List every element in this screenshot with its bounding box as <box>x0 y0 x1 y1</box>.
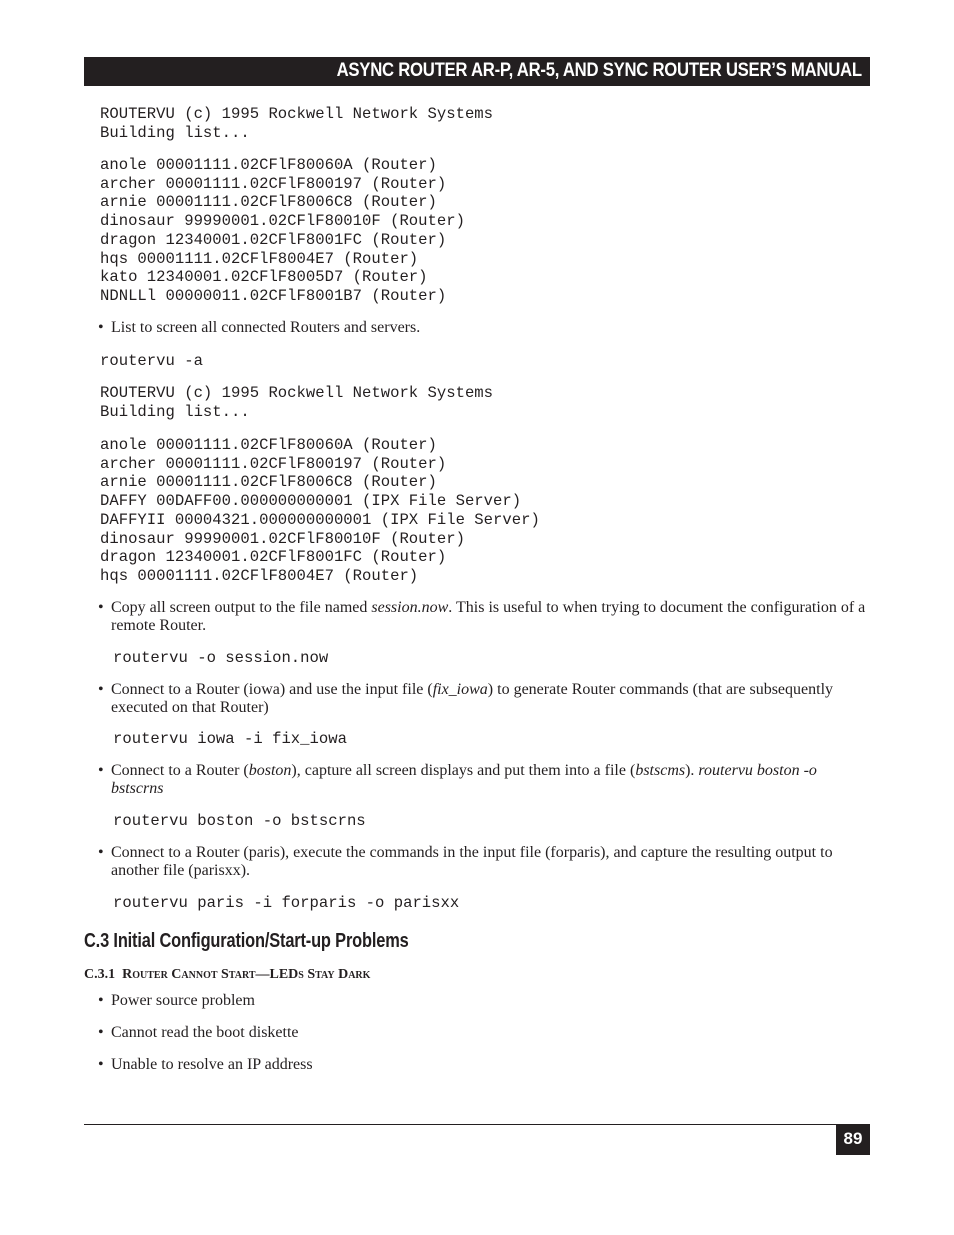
bullet-connect-paris: • Connect to a Router (paris), execute the commands in the input file (forparis), and capture the resulting output to another file (parisxx). <box>98 844 833 879</box>
bullet-dot: • <box>98 992 104 1009</box>
subsection-heading: C.3.1 Router Cannot Start—LEDs Stay Dark <box>84 967 371 982</box>
bullet-dot: • <box>98 319 104 336</box>
code-session-now: routervu -o session.now <box>113 649 329 667</box>
code-block-banner-2: ROUTERVU (c) 1995 Rockwell Network Systems Building list... <box>100 384 494 421</box>
code-block-banner: ROUTERVU (c) 1995 Rockwell Network Systems Building list... <box>100 105 494 142</box>
header-bar <box>84 57 870 86</box>
problem-item: • Unable to resolve an IP address <box>98 1056 313 1073</box>
bullet-dot: • <box>98 681 104 698</box>
code-block-router-list: anole 00001111.02CFlF80060A (Router) archer 00001111.02CFlF800197 (Router) arnie 00001111.02CFlF8006C8 (Router) dinosaur 99990001.02CFlF80010F (Router) dragon 12340001.02CFlF8001FC (Router) hqs 00001111.02CFlF8004E7 (Router) kato 12340001.02CFlF8005D7 (Router) NDNLLl 00000011.02CFlF8001B7 (Router) <box>100 156 465 305</box>
code-block-full-list: anole 00001111.02CFlF80060A (Router) archer 00001111.02CFlF800197 (Router) arnie 00001111.02CFlF8006C8 (Router) DAFFY 00DAFF00.000000000001 (IPX File Server) DAFFYII 00004321.000000000001 (IPX File Server) dinosaur 99990001.02CFlF80010F (Router) dragon 12340001.02CFlF8001FC (Router) hqs 00001111.02CFlF8004E7 (Router) <box>100 436 540 585</box>
page-number: 89 <box>836 1124 870 1155</box>
code-fix-iowa: routervu iowa -i fix_iowa <box>113 730 347 748</box>
bullet-connect-iowa: • Connect to a Router (iowa) and use the input file (fix_iowa) to generate Router commands (that are subsequently executed on that Router) <box>98 681 834 716</box>
code-bstscrns: routervu boston -o bstscrns <box>113 812 366 830</box>
problem-item: • Power source problem <box>98 992 255 1009</box>
bullet-dot: • <box>98 599 104 616</box>
bullet-dot: • <box>98 844 104 861</box>
bullet-dot: • <box>98 1024 104 1041</box>
section-heading: C.3 Initial Configuration/Start-up Problems <box>84 930 409 952</box>
problem-item: • Cannot read the boot diskette <box>98 1024 299 1041</box>
code-routervu-a: routervu -a <box>100 352 203 370</box>
bullet-list-screen: • List to screen all connected Routers and servers. <box>98 319 421 336</box>
bullet-dot: • <box>98 1056 104 1073</box>
bullet-dot: • <box>98 762 104 779</box>
code-parisxx: routervu paris -i forparis -o parisxx <box>113 894 460 912</box>
bullet-connect-boston: • Connect to a Router (boston), capture all screen displays and put them into a file (bstscms). routervu boston -o bstscrns <box>98 762 817 797</box>
bullet-copy-output: • Copy all screen output to the file named session.now. This is useful to when trying to document the configuration of a remote Router. <box>98 599 866 634</box>
footer-rule <box>84 1124 870 1125</box>
manual-title: ASYNC ROUTER AR-P, AR-5, AND SYNC ROUTER USER’S MANUAL <box>336 60 862 81</box>
